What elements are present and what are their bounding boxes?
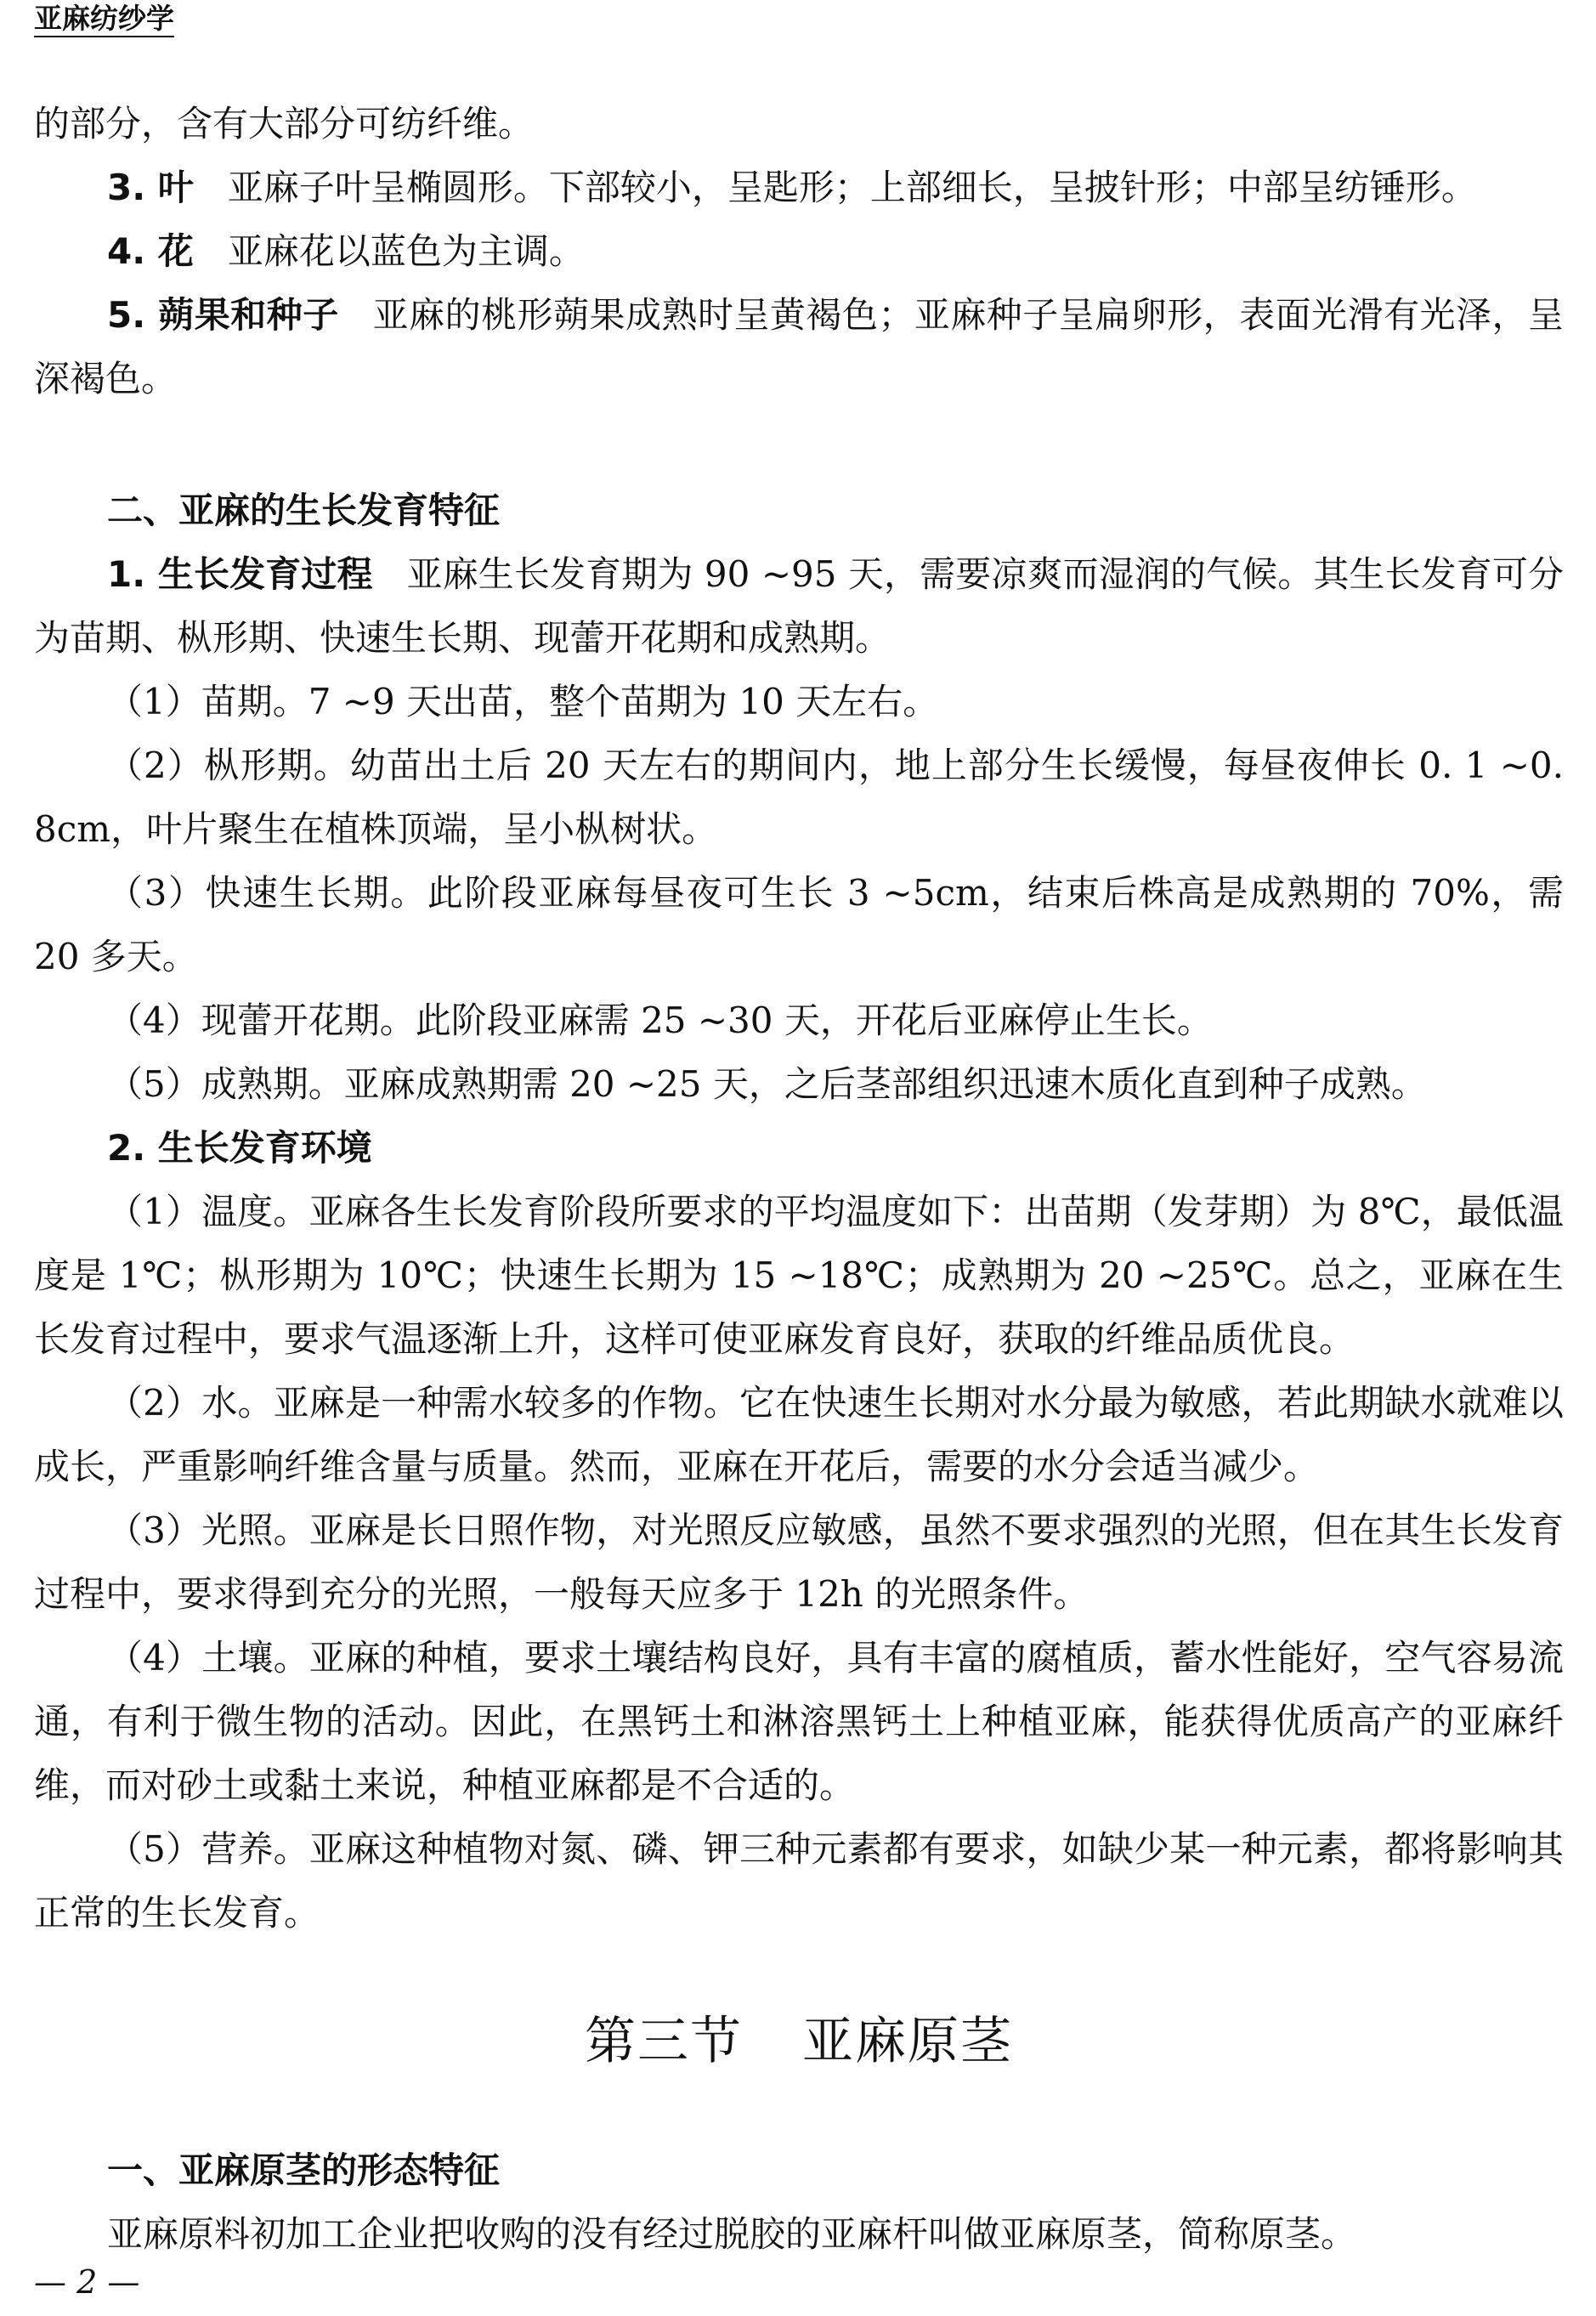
section-heading-morphology: 一、亚麻原茎的形态特征	[107, 2149, 501, 2191]
leaf-label: 3. 叶	[107, 167, 194, 208]
chapter-title	[34, 1999, 1564, 2084]
leaf-text: 亚麻子叶呈椭圆形。下部较小，呈匙形；上部细长，呈披针形；中部呈纺锤形。	[227, 167, 1477, 208]
env-water: （2）水。亚麻是一种需水较多的作物。它在快速生长期对水分最为敏感，若此期缺水就难以成长，严重影响纤维含量与质量。然而，亚麻在开花后，需要的水分会适当减少。	[34, 1382, 1564, 1487]
fruit-label: 5. 蒴果和种子	[107, 294, 339, 336]
flower-paragraph	[34, 219, 1564, 283]
stage-1: （1）苗期。7 ~9 天出苗，整个苗期为 10 天左右。	[107, 681, 939, 722]
process-label: 1. 生长发育过程	[107, 553, 373, 595]
environment-label: 2. 生长发育环境	[107, 1127, 372, 1169]
spacer	[34, 1945, 1564, 1999]
spacer	[34, 2084, 1564, 2138]
process-paragraph	[34, 542, 1564, 670]
stage-4: （4）现蕾开花期。此阶段亚麻需 25 ~30 天，开花后亚麻停止生长。	[107, 999, 1213, 1041]
morphology-intro: 亚麻原料初加工企业把收购的没有经过脱胶的亚麻杆叫做亚麻原茎，简称原茎。	[107, 2213, 1357, 2255]
leaf-paragraph	[34, 156, 1564, 219]
environment-paragraph	[34, 1116, 1564, 1180]
flower-text: 亚麻花以蓝色为主调。	[227, 230, 585, 272]
fruit-text: 亚麻的桃形蒴果成熟时呈黄褐色；亚麻种子呈扁卵形，表面光滑有光泽，呈深褐色。	[34, 294, 1564, 399]
chapter-number: 第三节	[585, 2012, 743, 2071]
env-soil: （4）土壤。亚麻的种植，要求土壤结构良好，具有丰富的腐植质，蓄水性能好，空气容易流通，有利于微生物的活动。因此，在黑钙土和淋溶黑钙土上种植亚麻，能获得优质高产的亚麻纤维，而对砂土或黏土来说，种植亚麻都是不合适的。	[34, 1637, 1564, 1806]
spacer	[34, 411, 1564, 478]
section-heading-growth: 二、亚麻的生长发育特征	[107, 490, 501, 531]
stage-5: （5）成熟期。亚麻成熟期需 20 ~25 天，之后茎部组织迅速木质化直到种子成熟。	[107, 1063, 1427, 1105]
env-nutrition: （5）营养。亚麻这种植物对氮、磷、钾三种元素都有要求，如缺少某一种元素，都将影响其正常的生长发育。	[34, 1828, 1564, 1934]
page-body	[34, 92, 1564, 2266]
page-number: — 2 —	[34, 2263, 140, 2301]
running-header: 亚麻纺纱学	[34, 2, 174, 37]
process-text: 亚麻生长发育期为 90 ~95 天，需要凉爽而湿润的气候。其生长发育可分为苗期、枞形期、快速生长期、现蕾开花期和成熟期。	[34, 553, 1564, 659]
flower-label: 4. 花	[107, 230, 194, 272]
stage-3: （3）快速生长期。此阶段亚麻每昼夜可生长 3 ~5cm，结束后株高是成熟期的 70%，需 20 多天。	[34, 872, 1564, 977]
chapter-name: 亚麻原茎	[802, 2012, 1013, 2071]
env-light: （3）光照。亚麻是长日照作物，对光照反应敏感，虽然不要求强烈的光照，但在其生长发育过程中，要求得到充分的光照，一般每天应多于 12h 的光照条件。	[34, 1509, 1564, 1615]
env-temperature: （1）温度。亚麻各生长发育阶段所要求的平均温度如下：出苗期（发芽期）为 8℃，最低温度是 1℃；枞形期为 10℃；快速生长期为 15 ~18℃；成熟期为 20 ~25℃。总之，亚麻在生长发育过程中，要求气温逐渐上升，这样可使亚麻发育良好，获取的纤维品质优良。	[34, 1191, 1564, 1360]
continued-paragraph: 的部分，含有大部分可纺纤维。	[34, 103, 535, 144]
fruit-paragraph	[34, 283, 1564, 411]
stage-2: （2）枞形期。幼苗出土后 20 天左右的期间内，地上部分生长缓慢，每昼夜伸长 0. 1 ~0. 8cm，叶片聚生在植株顶端，呈小枞树状。	[34, 745, 1564, 850]
